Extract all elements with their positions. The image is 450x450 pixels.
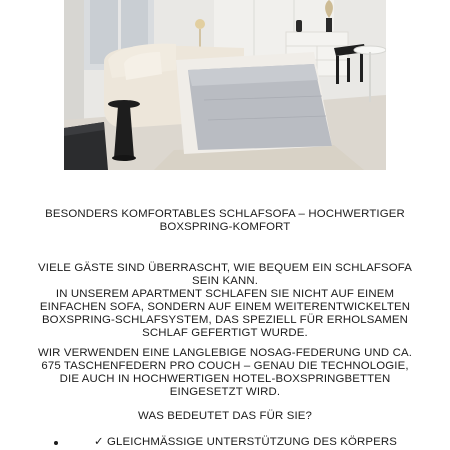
- paragraph-line: EINGESETZT WIRD.: [169, 386, 281, 398]
- paragraph-line: DIE AUCH IN HOCHWERTIGEN HOTEL-BOXSPRINGBETTEN: [59, 373, 391, 385]
- heading-line: BOXSPRING-KOMFORT: [159, 221, 291, 233]
- paragraph-line: WIR VERWENDEN EINE LANGLEBIGE NOSAG-FEDERUNG UND CA.: [37, 347, 413, 359]
- paragraph-line: VIELE GÄSTE SIND ÜBERRASCHT, WIE BEQUEM EIN SCHLAFSOFA: [38, 262, 412, 274]
- intro-paragraph: [20, 262, 430, 340]
- technology-paragraph: [20, 347, 430, 399]
- heading-line: BESONDERS KOMFORTABLES SCHLAFSOFA – HOCHWERTIGER: [45, 208, 405, 220]
- sofa-bed-photo: [64, 0, 386, 170]
- bullet-dot-icon: [54, 441, 58, 445]
- paragraph-line: EINFACHEN SOFA, SONDERN AUF EINEM WEITERENTWICKELTEN: [39, 301, 411, 313]
- benefit-list-item: [20, 436, 430, 450]
- paragraph-line: SCHLAF GEFERTIGT WURDE.: [142, 327, 308, 339]
- paragraph-line: BOXSPRING-SCHLAFSYSTEM, DAS SPEZIELL FÜR ERHOLSAMEN: [41, 314, 409, 326]
- paragraph-line: IN UNSEREM APARTMENT SCHLAFEN SIE NICHT AUF EINEM: [55, 288, 395, 300]
- section-heading: [20, 208, 430, 234]
- benefit-text: ✓ GLEICHMÄSSIGE UNTERSTÜTZUNG DES KÖRPERS: [94, 436, 398, 448]
- paragraph-line: 675 TASCHENFEDERN PRO COUCH – GENAU DIE TECHNOLOGIE,: [41, 360, 409, 372]
- paragraph-line: SEIN KANN.: [191, 275, 259, 287]
- benefit-question: WAS BEDEUTET DAS FÜR SIE?: [137, 410, 312, 422]
